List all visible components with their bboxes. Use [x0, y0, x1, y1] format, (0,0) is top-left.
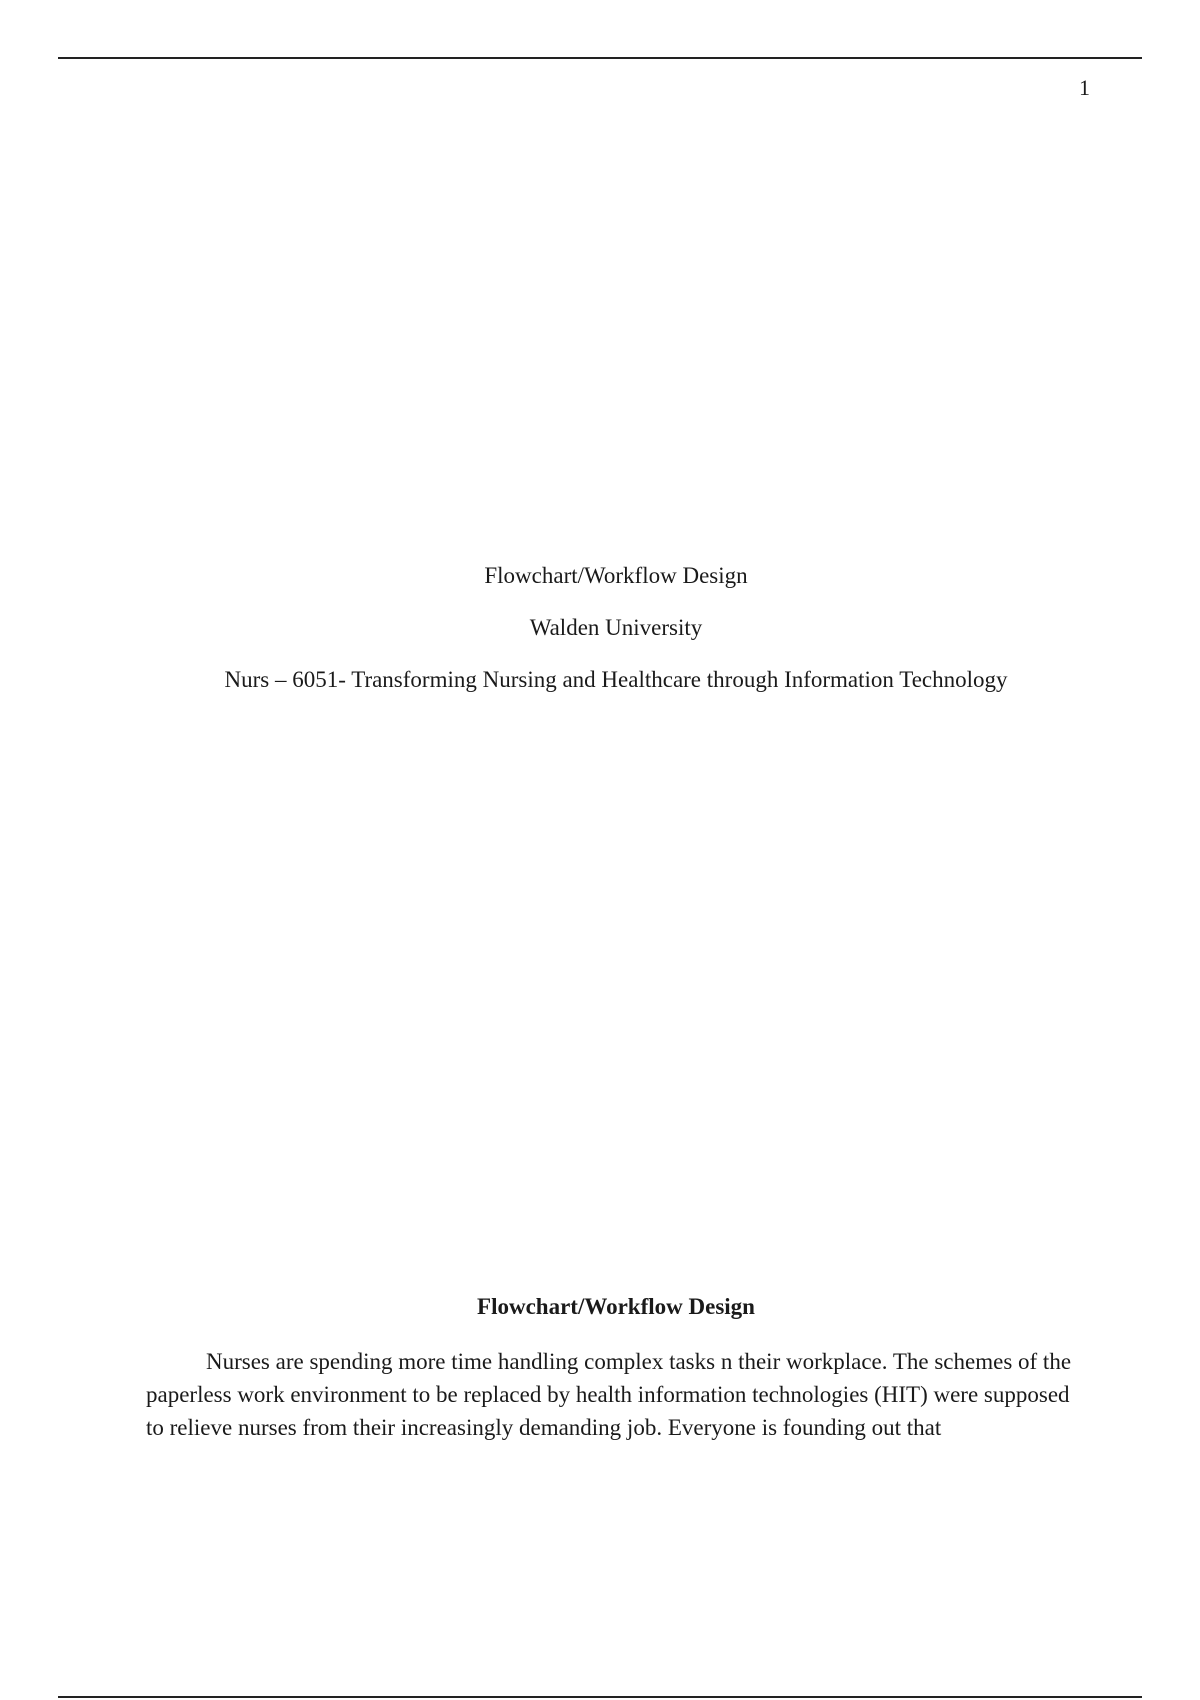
section-heading: Flowchart/Workflow Design: [477, 1294, 755, 1319]
paper-title: Flowchart/Workflow Design: [484, 563, 748, 588]
page-number: 1: [1079, 75, 1090, 100]
course-name: Nurs – 6051- Transforming Nursing and Healthcare through Information Technology: [224, 667, 1008, 692]
bottom-page-border: [58, 1696, 1142, 1698]
institution-name: Walden University: [529, 615, 703, 640]
top-page-border: [58, 57, 1142, 59]
body-paragraph: Nurses are spending more time handling complex tasks n their workplace. The schemes of the paperless work environment to be replaced by health information technologies (HIT) were supposed to relieve nurses from their increasingly demanding job. Everyone is founding out that: [146, 1349, 1072, 1440]
title-block: [0, 562, 1200, 694]
